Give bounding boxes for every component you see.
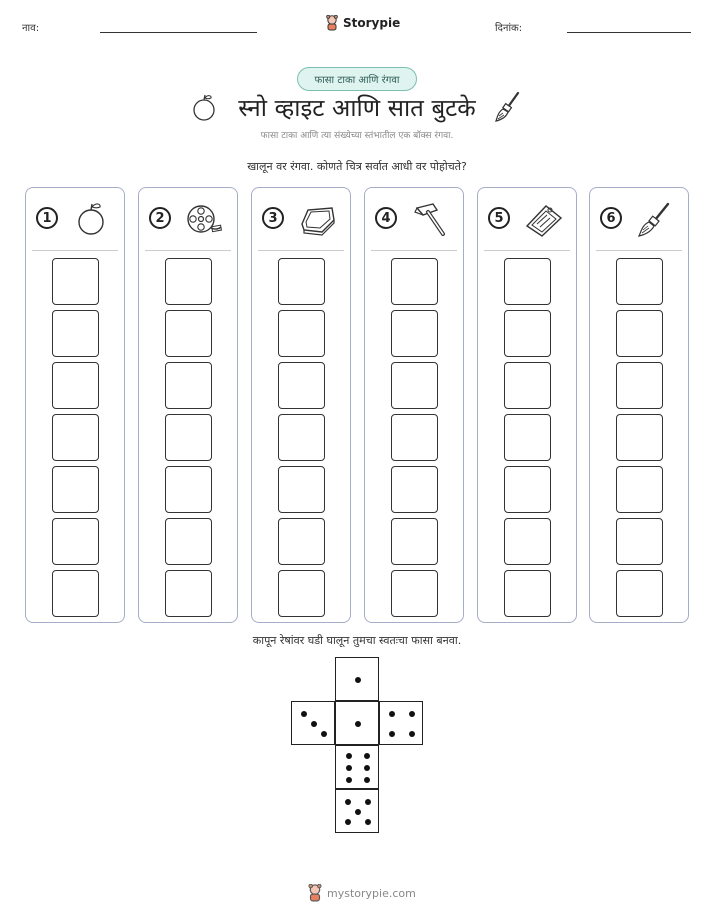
column-number: 1 — [36, 207, 58, 229]
dice-face-6 — [335, 745, 379, 789]
color-box[interactable] — [391, 570, 438, 617]
column-number: 3 — [262, 207, 284, 229]
color-box[interactable] — [52, 310, 99, 357]
column-1 — [25, 187, 125, 623]
color-box[interactable] — [52, 518, 99, 565]
activity-badge: फासा टाका आणि रंगवा — [297, 67, 417, 91]
dice-pip — [365, 799, 371, 805]
color-box[interactable] — [391, 362, 438, 409]
column-header — [139, 200, 237, 240]
color-box[interactable] — [391, 310, 438, 357]
color-box[interactable] — [616, 518, 663, 565]
column-4 — [364, 187, 464, 623]
dice-face-1 — [335, 657, 379, 701]
color-box[interactable] — [278, 466, 325, 513]
color-box[interactable] — [504, 466, 551, 513]
dice-face-1 — [335, 701, 379, 745]
column-number: 2 — [149, 207, 171, 229]
color-box[interactable] — [278, 310, 325, 357]
dice-pip — [409, 731, 415, 737]
footer-url: mystorypie.com — [327, 886, 416, 900]
color-box[interactable] — [504, 310, 551, 357]
column-number: 4 — [375, 207, 397, 229]
color-box[interactable] — [52, 570, 99, 617]
cut-instruction: कापून रेषांवर घडी घालून तुमचा स्वतःचा फासा बनवा. — [252, 634, 462, 647]
instruction-text: खालून वर रंगवा. कोणते चित्र सर्वात आधी वर पोहोचते? — [247, 160, 467, 173]
color-box[interactable] — [616, 466, 663, 513]
name-label: नाव: — [22, 23, 40, 34]
apple-icon — [72, 200, 110, 238]
hammer-icon — [411, 200, 449, 238]
column-5 — [477, 187, 577, 623]
color-box[interactable] — [391, 258, 438, 305]
color-box[interactable] — [52, 362, 99, 409]
brush-icon — [494, 90, 524, 124]
color-box[interactable] — [504, 414, 551, 461]
color-box[interactable] — [165, 310, 212, 357]
dice-pip — [355, 809, 361, 815]
mousetrap-icon — [524, 200, 562, 238]
color-box[interactable] — [278, 570, 325, 617]
color-box[interactable] — [165, 518, 212, 565]
color-box[interactable] — [616, 310, 663, 357]
color-box[interactable] — [504, 518, 551, 565]
dice-pip — [365, 819, 371, 825]
column-header — [365, 200, 463, 240]
column-divider — [32, 250, 118, 251]
dice-pip — [364, 753, 370, 759]
dice-pip — [389, 731, 395, 737]
dice-pip — [355, 677, 361, 683]
color-box[interactable] — [165, 570, 212, 617]
dice-pip — [346, 777, 352, 783]
color-box[interactable] — [278, 518, 325, 565]
color-box[interactable] — [616, 414, 663, 461]
film-reel-icon — [185, 200, 223, 238]
column-6 — [589, 187, 689, 623]
color-box[interactable] — [391, 466, 438, 513]
dice-pip — [345, 799, 351, 805]
footer — [307, 883, 417, 903]
column-divider — [145, 250, 231, 251]
column-number: 6 — [600, 207, 622, 229]
date-label: दिनांक: — [495, 23, 523, 34]
column-divider — [371, 250, 457, 251]
page-subtitle: फासा टाका आणि त्या संख्येच्या स्तंभातील एक बॉक्स रंगवा. — [260, 131, 454, 141]
date-line — [567, 32, 691, 33]
color-box[interactable] — [278, 362, 325, 409]
dice-pip — [311, 721, 317, 727]
dice-face-3 — [291, 701, 335, 745]
coffin-icon — [298, 200, 336, 238]
column-header — [252, 200, 350, 240]
brush-icon — [636, 200, 674, 238]
dice-pip — [364, 777, 370, 783]
column-divider — [596, 250, 682, 251]
column-divider — [484, 250, 570, 251]
dice-pip — [409, 711, 415, 717]
dice-pip — [321, 731, 327, 737]
column-3 — [251, 187, 351, 623]
color-box[interactable] — [52, 466, 99, 513]
dice-pip — [345, 819, 351, 825]
color-box[interactable] — [504, 362, 551, 409]
color-box[interactable] — [616, 362, 663, 409]
storypie-mascot-icon — [325, 15, 339, 31]
page-title: स्नो व्हाइट आणि सात बुटके — [238, 94, 476, 122]
dice-face-4 — [379, 701, 423, 745]
color-box[interactable] — [165, 466, 212, 513]
brand-logo — [325, 13, 415, 33]
dice-pip — [346, 753, 352, 759]
dice-pip — [389, 711, 395, 717]
column-number: 5 — [488, 207, 510, 229]
color-box[interactable] — [278, 414, 325, 461]
color-box[interactable] — [616, 570, 663, 617]
name-line — [100, 32, 257, 33]
color-box[interactable] — [52, 258, 99, 305]
color-box[interactable] — [391, 414, 438, 461]
color-box[interactable] — [278, 258, 325, 305]
dice-pip — [301, 711, 307, 717]
color-box[interactable] — [165, 414, 212, 461]
column-divider — [258, 250, 344, 251]
column-2 — [138, 187, 238, 623]
dice-pip — [355, 721, 361, 727]
color-box[interactable] — [165, 258, 212, 305]
dice-pip — [364, 765, 370, 771]
brand-name: Storypie — [343, 16, 401, 30]
color-box[interactable] — [504, 258, 551, 305]
dice-face-5 — [335, 789, 379, 833]
color-box[interactable] — [165, 362, 212, 409]
dice-pip — [346, 765, 352, 771]
color-box[interactable] — [391, 518, 438, 565]
color-box[interactable] — [504, 570, 551, 617]
color-box[interactable] — [52, 414, 99, 461]
column-header — [26, 200, 124, 240]
column-header — [590, 200, 688, 240]
column-header — [478, 200, 576, 240]
storypie-mascot-icon — [307, 884, 323, 902]
color-box[interactable] — [616, 258, 663, 305]
